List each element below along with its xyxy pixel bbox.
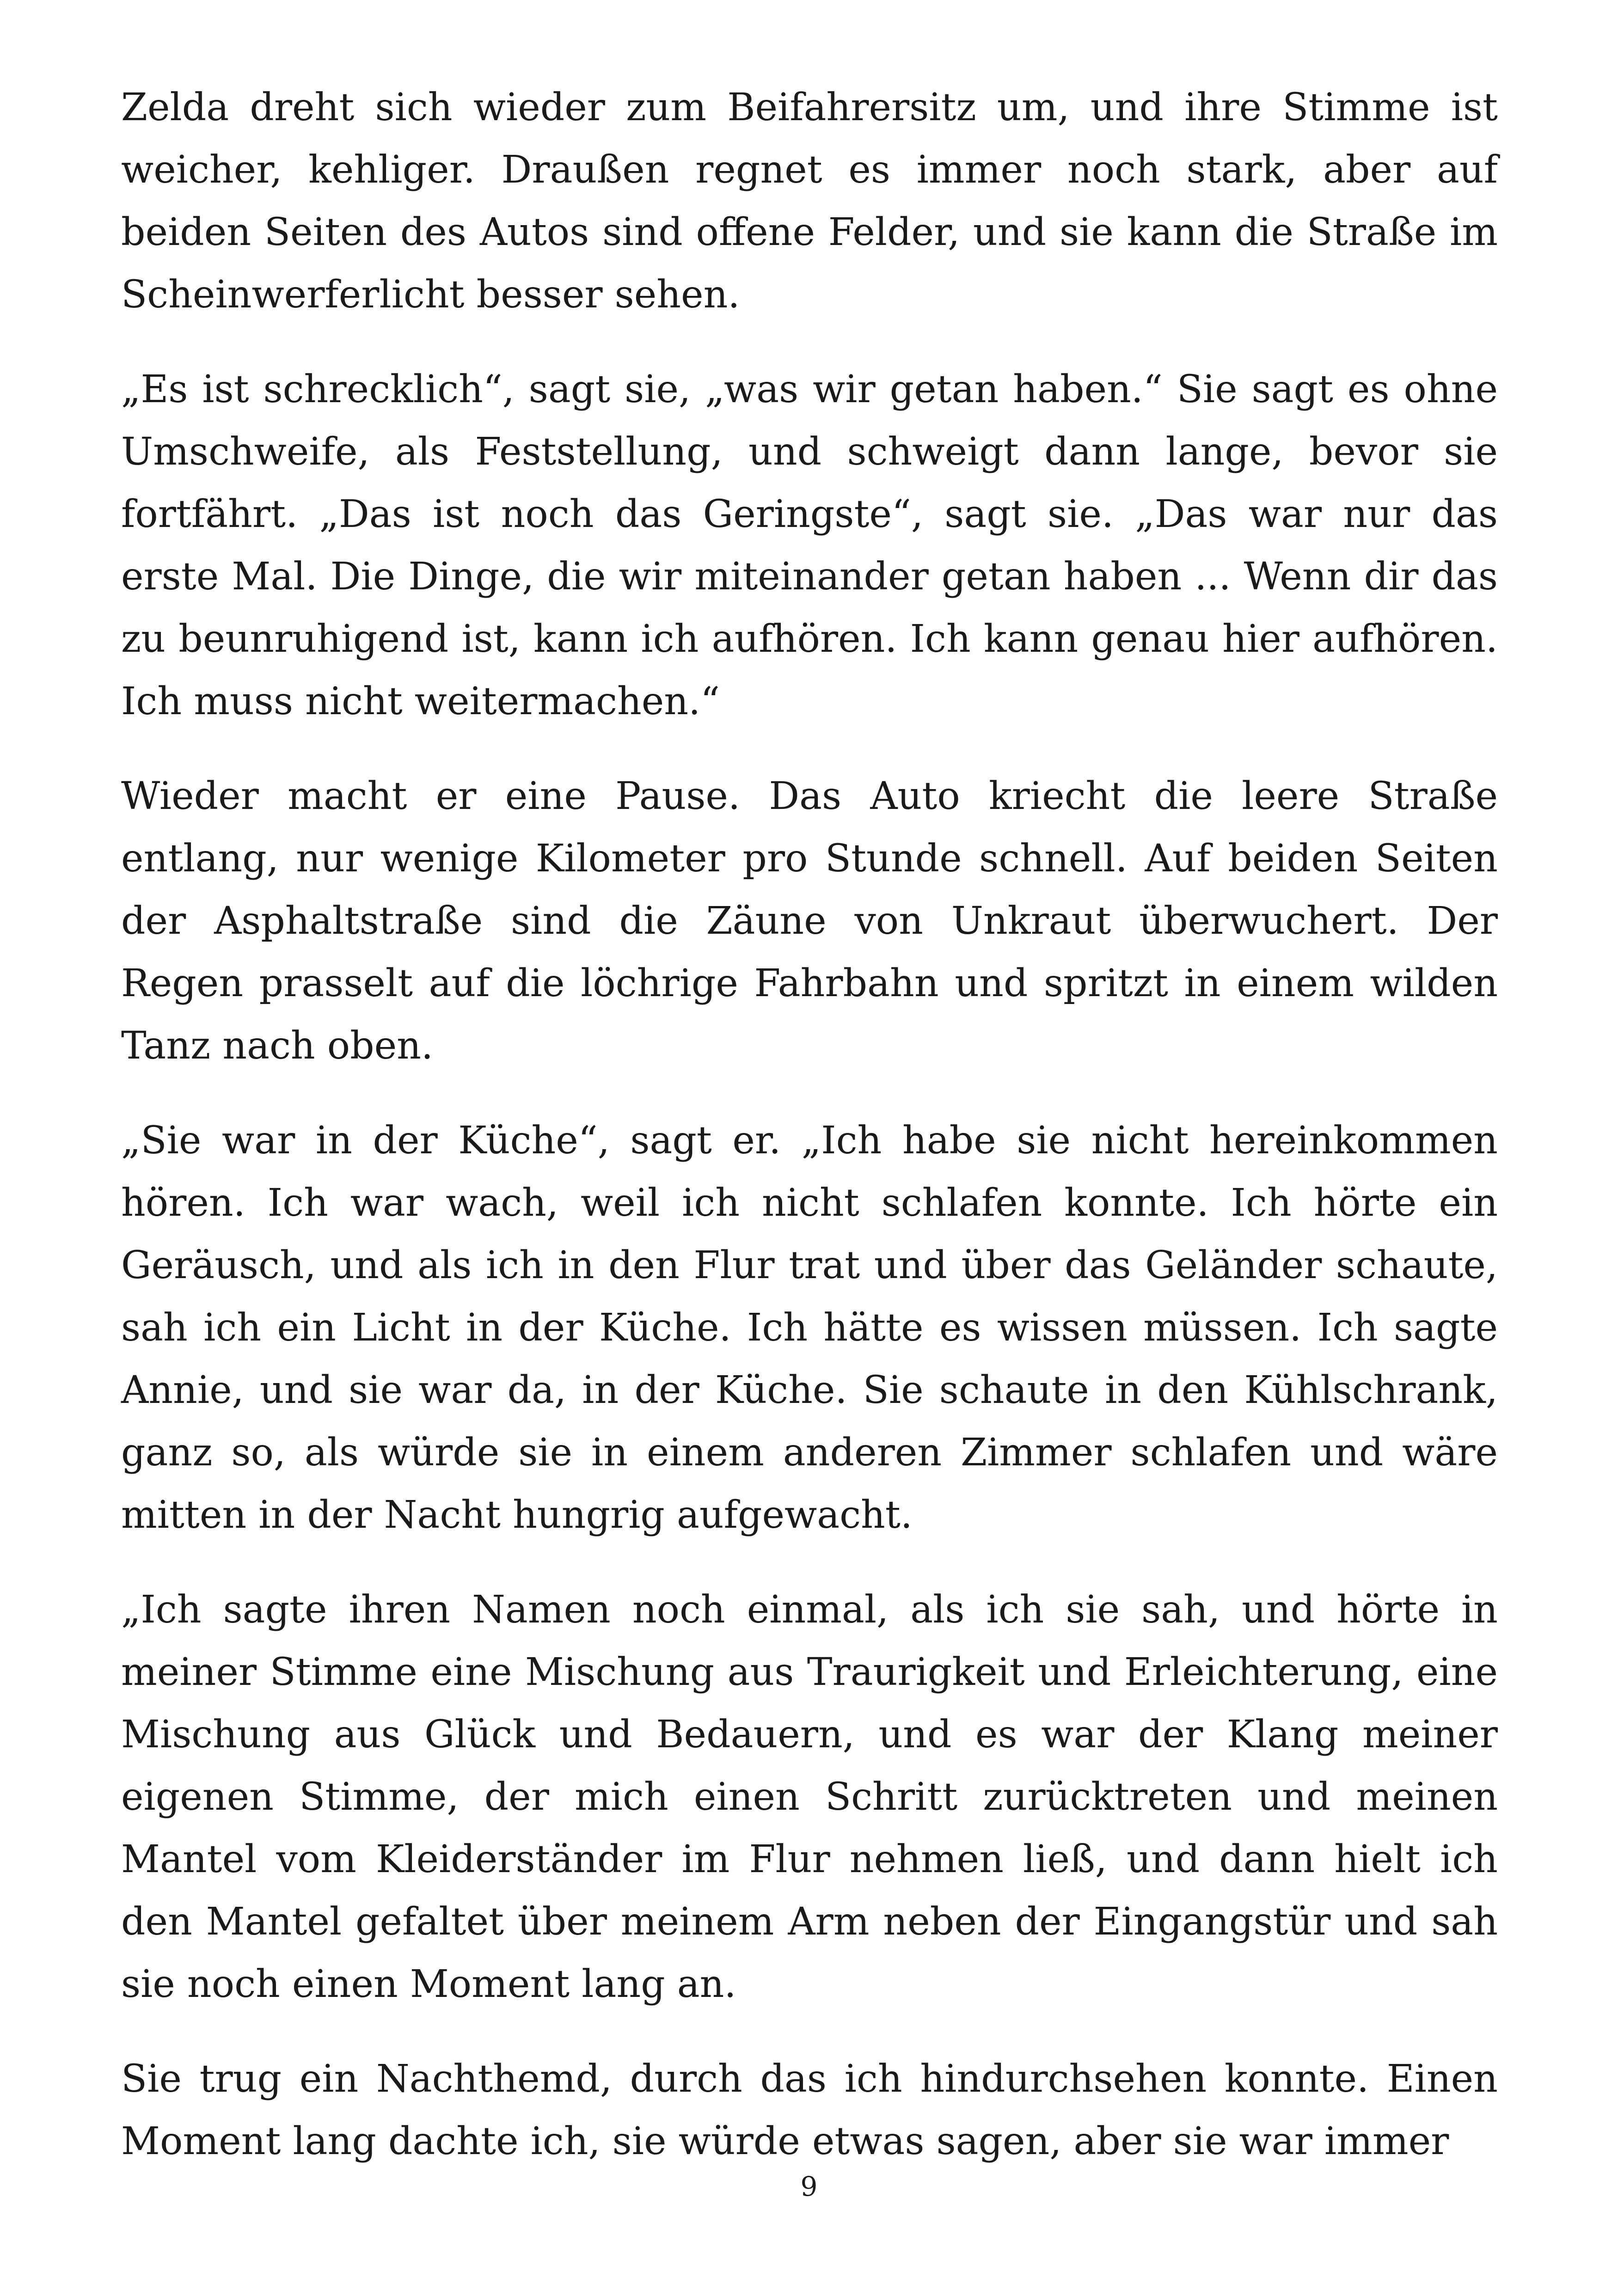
page-number: 9 [800,2171,818,2202]
paragraph-1: Zelda dreht sich wieder zum Beifahrersitz um, und ihre Stimme ist weicher, kehliger. Draußen regnet es immer noch stark, aber auf beiden Seiten des Autos sind offene Felder, und sie kann die Straße im Scheinwerferlicht besser sehen. [121,86,1498,317]
paragraph-2: „Es ist schrecklich“, sagt sie, „was wir getan haben.“ Sie sagt es ohne Umschweife, als Feststellung, und schweigt dann lange, bevor sie fortfährt. „Das ist noch das Geringste“, sagt sie. „Das war nur das erste Mal. Die Dinge, die wir miteinander getan haben ... Wenn dir das zu beunruhigend ist, kann ich aufhören. Ich kann genau hier aufhören. Ich muss nicht weitermachen.“ [121,367,1498,723]
paragraph-6: Sie trug ein Nachthemd, durch das ich hindurchsehen konnte. Einen Moment lang dachte ich, sie würde etwas sagen, aber sie war immer [121,2057,1498,2163]
paragraph-3: Wieder macht er eine Pause. Das Auto kriecht die leere Straße entlang, nur wenige Kilometer pro Stunde schnell. Auf beiden Seiten der Asphaltstraße sind die Zäune von Unkraut überwuchert. Der Regen prasselt auf die löchrige Fahrbahn und spritzt in einem wilden Tanz nach oben. [121,774,1498,1068]
paragraph-5: „Ich sagte ihren Namen noch einmal, als ich sie sah, und hörte in meiner Stimme eine Mischung aus Traurigkeit und Erleichterung, eine Mischung aus Glück und Bedauern, und es war der Klang meiner eigenen Stimme, der mich einen Schritt zurücktreten und meinen Mantel vom Kleiderständer im Flur nehmen ließ, und dann hielt ich den Mantel gefaltet über meinem Arm neben der Eingangstür und sah sie noch einen Moment lang an. [121,1588,1498,2006]
paragraph-4: „Sie war in der Küche“, sagt er. „Ich habe sie nicht hereinkommen hören. Ich war wach, weil ich nicht schlafen konnte. Ich hörte ein Geräusch, und als ich in den Flur trat und über das Geländer schaute, sah ich ein Licht in der Küche. Ich hätte es wissen müssen. Ich sagte Annie, und sie war da, in der Küche. Sie schaute in den Kühlschrank, ganz so, als würde sie in einem anderen Zimmer schlafen und wäre mitten in der Nacht hungrig aufgewacht. [121,1119,1498,1537]
body-text [121,76,1498,2205]
